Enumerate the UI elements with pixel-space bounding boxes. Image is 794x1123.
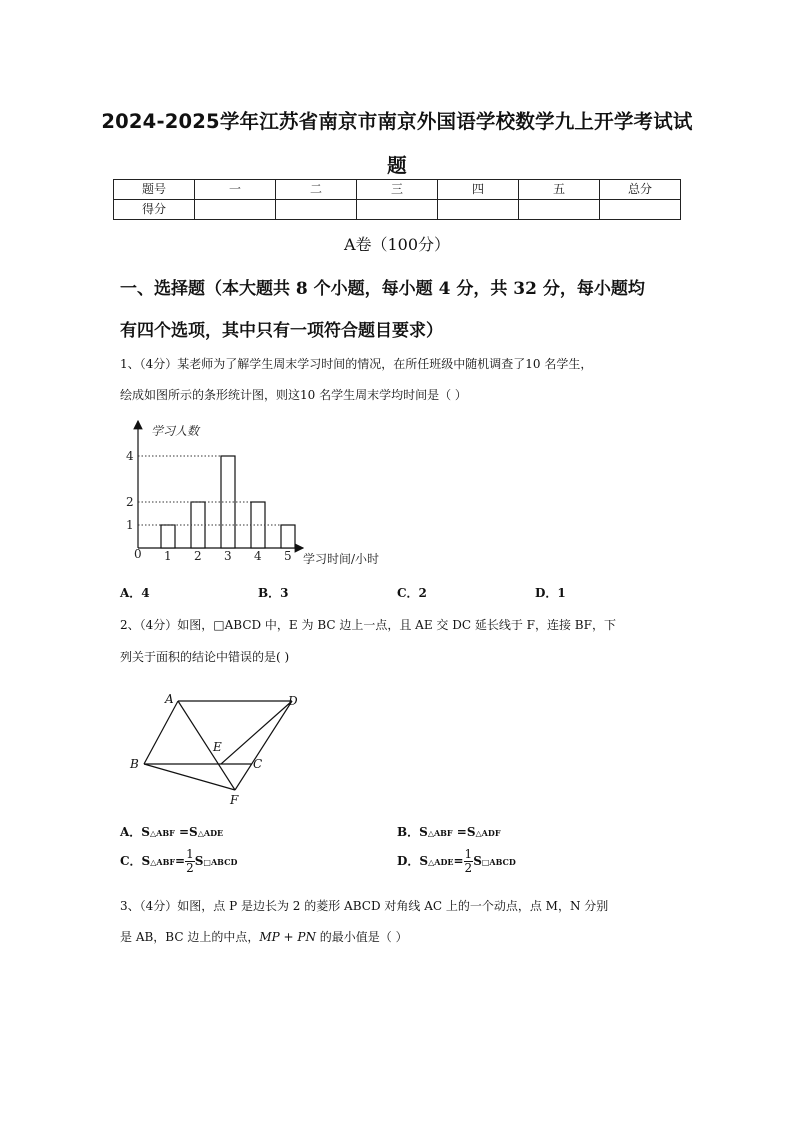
- part1-heading-line2: 有四个选项，其中只有一项符合题目要求）: [120, 321, 443, 341]
- score-table-score-row: [114, 200, 681, 220]
- score-header-cell: 五: [519, 180, 600, 200]
- y-tick-label: 1: [126, 518, 134, 532]
- edge-df: [235, 701, 292, 790]
- score-header-cell: 二: [276, 180, 357, 200]
- label-b: B: [130, 757, 139, 771]
- q2-text-line1: 2、（4分）如图，□ABCD 中，E 为 BC 边上一点，且 AE 交 DC 延长线于 F，连接 BF，下: [120, 618, 616, 632]
- score-table-header-row: [114, 180, 681, 200]
- q1-option-a: A．4: [120, 586, 150, 600]
- x-tick-label: 2: [194, 549, 202, 563]
- q1-option-c: C．2: [397, 586, 427, 600]
- q2-option-d: D．S△ADE= $\frac{1}{2}$ S□ABCD: [397, 847, 516, 875]
- edge-de: [221, 701, 292, 764]
- x-tick-label: 5: [284, 549, 292, 563]
- score-header-cell: 总分: [600, 180, 681, 200]
- score-header-cell: 四: [438, 180, 519, 200]
- q2-option-b: B．S△ABF =S△ADF: [397, 825, 501, 839]
- section-a-heading: A卷（100分）: [343, 235, 451, 254]
- y-axis-title: 学习人数: [151, 424, 200, 438]
- q1-option-d: D．1: [535, 586, 566, 600]
- bar: [281, 525, 295, 548]
- label-c: C: [253, 757, 263, 771]
- x-axis-title: 学习时间/小时: [303, 552, 380, 566]
- label-a: A: [165, 692, 174, 706]
- score-cell: [357, 200, 438, 220]
- q2-text-line2: 列关于面积的结论中错误的是( ): [120, 650, 290, 664]
- score-cell: [600, 200, 681, 220]
- q1-option-b: B．3: [258, 586, 289, 600]
- score-table: [113, 179, 681, 220]
- q1-text-line1: 1、（4分）某老师为了解学生周末学习时间的情况，在所任班级中随机调查了10 名学生，: [120, 357, 593, 371]
- q2-option-c: C．S△ABF= $\frac{1}{2}$ S□ABCD: [120, 847, 238, 875]
- bar: [161, 525, 175, 548]
- label-d: D: [288, 694, 298, 708]
- y-tick-label: 4: [126, 449, 134, 463]
- x-tick-label: 1: [164, 549, 172, 563]
- score-cell: [519, 200, 600, 220]
- doc-title-line1: 2024-2025学年江苏省南京市南京外国语学校数学九上开学考试试: [101, 110, 693, 133]
- part1-heading-line1: 一、选择题（本大题共 8 个小题，每小题 4 分，共 32 分，每小题均: [120, 279, 645, 299]
- score-header-cell: 题号: [114, 180, 195, 200]
- score-cell: [438, 200, 519, 220]
- score-header-cell: 一: [195, 180, 276, 200]
- origin-label: 0: [134, 547, 142, 561]
- q2-parallelogram-figure: [120, 688, 320, 810]
- q1-text-line2: 绘成如图所示的条形统计图，则这10 名学生周末学均时间是（ ）: [120, 388, 467, 402]
- edge-ab: [144, 701, 178, 764]
- score-row-label: 得分: [114, 200, 195, 220]
- q1-bar-chart: [125, 418, 415, 573]
- q2-option-a: A．S△ABF =S△ADE: [120, 825, 224, 839]
- q3-text-line2: 是 AB，BC 边上的中点，MP + PN 的最小值是（ ）: [120, 930, 408, 944]
- y-tick-label: 2: [126, 495, 134, 509]
- x-tick-label: 3: [224, 549, 232, 563]
- score-header-cell: 三: [357, 180, 438, 200]
- x-tick-label: 4: [254, 549, 262, 563]
- q3-text-line1: 3、（4分）如图，点 P 是边长为 2 的菱形 ABCD 对角线 AC 上的一个动点，点 M，N 分别: [120, 899, 609, 913]
- score-cell: [276, 200, 357, 220]
- q3-math-expression: MP + PN: [259, 930, 316, 944]
- label-f: F: [230, 793, 239, 807]
- label-e: E: [213, 740, 222, 754]
- score-cell: [195, 200, 276, 220]
- doc-title-line2: 题: [387, 154, 407, 177]
